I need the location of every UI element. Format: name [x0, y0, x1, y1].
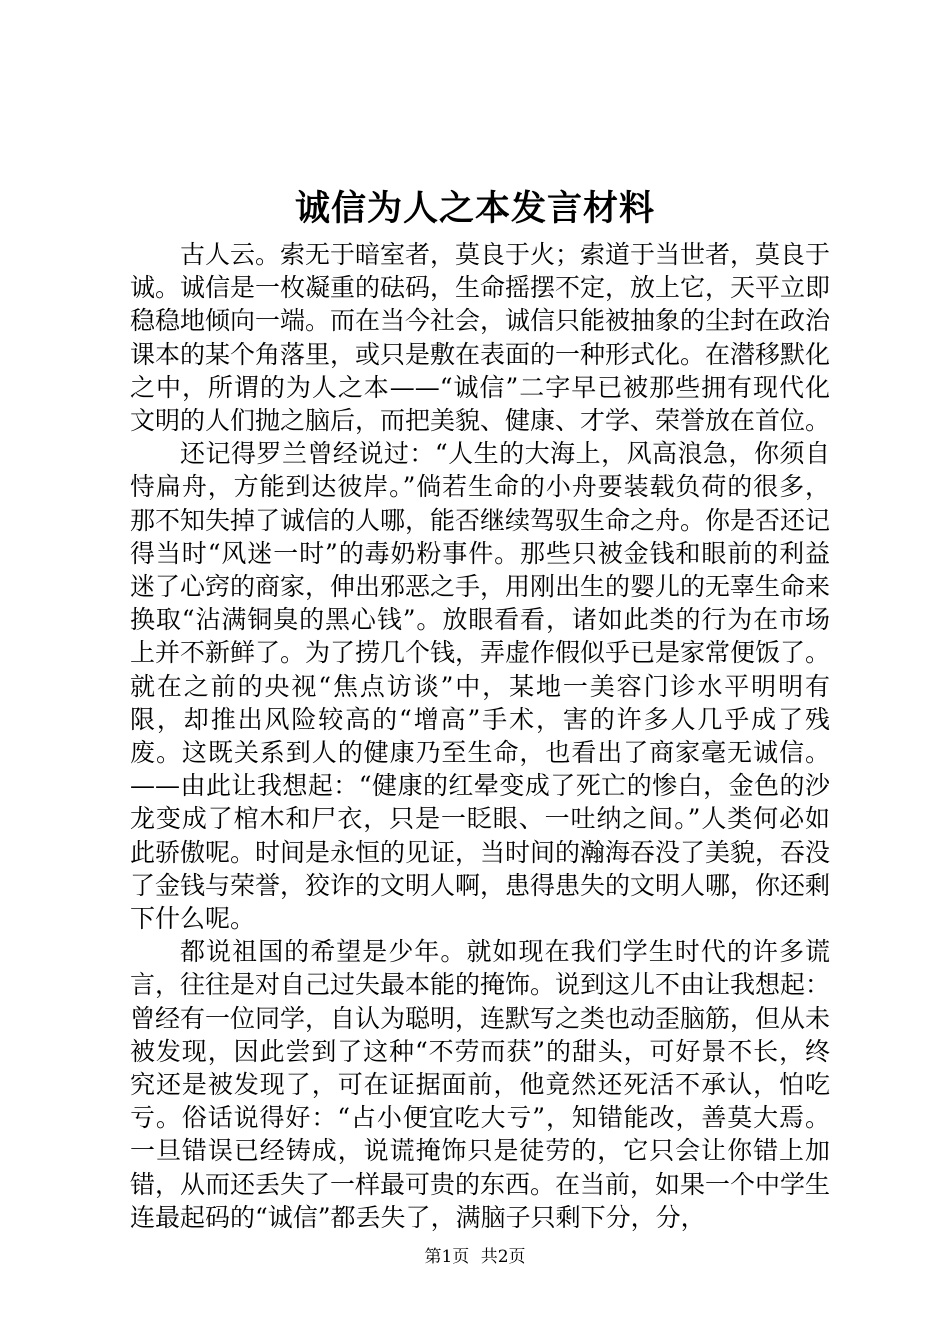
paragraph-2: 还记得罗兰曾经说过：“人生的大海上，风高浪急，你须自恃扁舟，方能到达彼岸。”倘若生命的小舟要装载负荷的很多，那不知失掉了诚信的人哪，能否继续驾驭生命之舟。你是否还记得当时“风迷一时”的毒奶粉事件。那些只被金钱和眼前的利益迷了心窍的商家，伸出邪恶之手，用刚出生的婴儿的无辜生命来换取“沾满铜臭的黑心钱”。放眼看看，诸如此类的行为在市场上并不新鲜了。为了捞几个钱，弄虚作假似乎已是家常便饭了。就在之前的央视“焦点访谈”中，某地一美容门诊水平明明有限，却推出风险较高的“增高”手术，害的许多人几乎成了残废。这既关系到人的健康乃至生命，也看出了商家毫无诚信。——由此让我想起：“健康的红晕变成了死亡的惨白，金色的沙龙变成了棺木和尸衣，只是一眨眼、一吐纳之间。”人类何必如此骄傲呢。时间是永恒的见证，当时间的瀚海吞没了美貌，吞没了金钱与荣誉，狡诈的文明人啊，患得患失的文明人哪，你还剩下什么呢。	[130, 439, 831, 934]
page-footer	[0, 1245, 950, 1269]
paragraph-1: 古人云。索无于暗室者，莫良于火；索道于当世者，莫良于诚。诚信是一枚凝重的砝码，生命摇摆不定，放上它，天平立即稳稳地倾向一端。而在当今社会，诚信只能被抽象的尘封在政治课本的某个角落里，或只是敷在表面的一种形式化。在潜移默化之中，所谓的为人之本——“诚信”二字早已被那些拥有现代化文明的人们抛之脑后，而把美貌、健康、才学、荣誉放在首位。	[130, 240, 831, 436]
paragraph-3: 都说祖国的希望是少年。就如现在我们学生时代的许多谎言，往往是对自己过失最本能的掩饰。说到这儿不由让我想起：曾经有一位同学，自认为聪明，连默写之类也动歪脑筋，但从未被发现，因此尝到了这种“不劳而获”的甜头，可好景不长，终究还是被发现了，可在证据面前，他竟然还死活不承认，怕吃亏。俗话说得好：“占小便宜吃大亏”，知错能改，善莫大焉。一旦错误已经铸成，说谎掩饰只是徒劳的，它只会让你错上加错，从而还丢失了一样最可贵的东西。在当前，如果一个中学生连最起码的“诚信”都丢失了，满脑子只剩下分，分，	[130, 937, 831, 1232]
document-title: 诚信为人之本发言材料	[294, 188, 655, 229]
document-body	[130, 238, 830, 1234]
page-total: 共2页	[480, 1247, 526, 1267]
page-number: 第1页	[424, 1247, 470, 1267]
